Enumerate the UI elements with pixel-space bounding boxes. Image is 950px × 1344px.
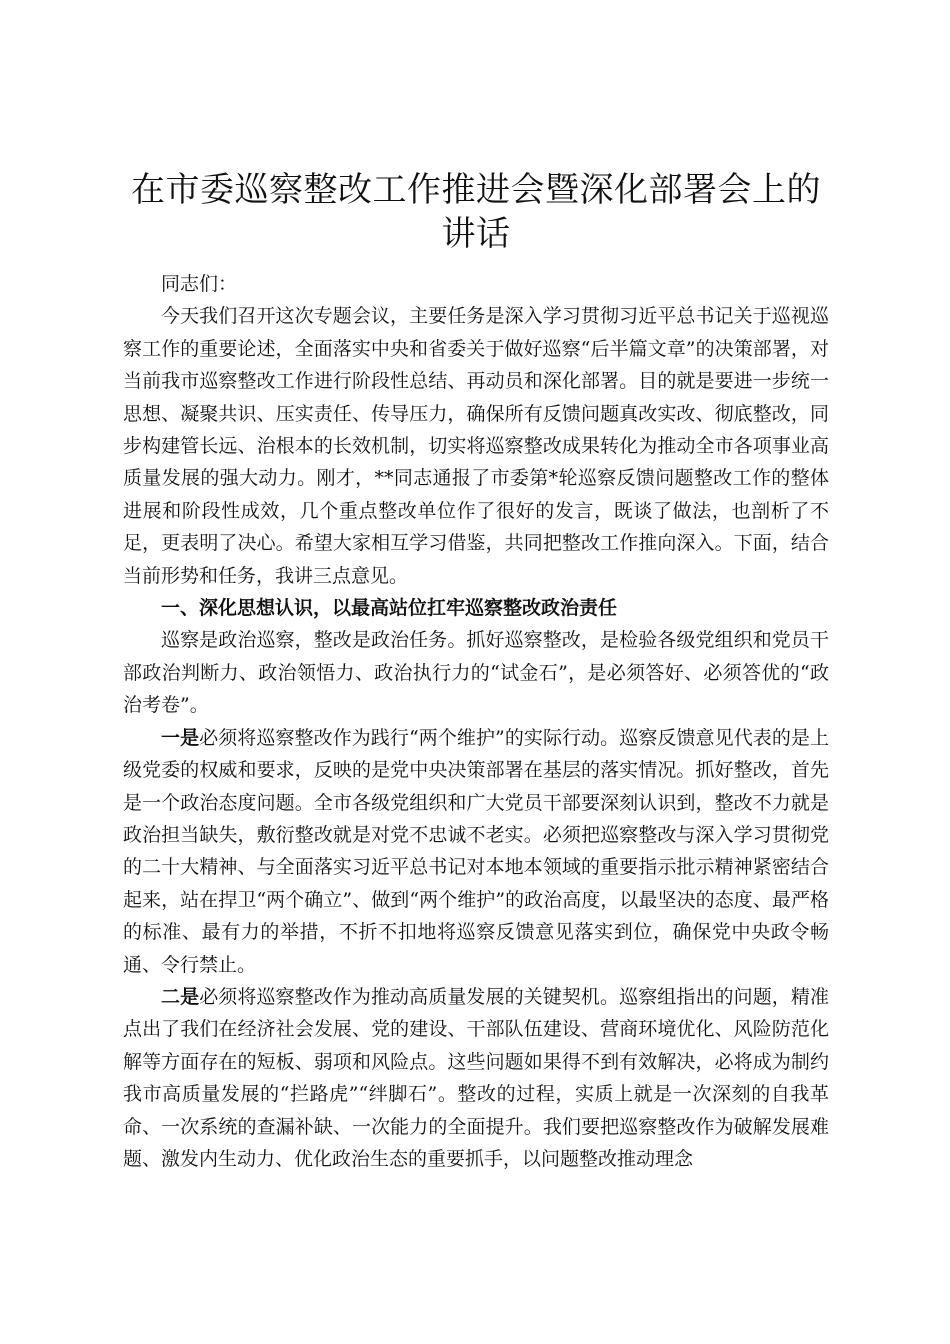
point-1-text: 必须将巡察整改作为践行“两个维护”的实际行动。巡察反馈意见代表的是上级党委的权威和要求，反映的是党中央决策部署在基层的落实情况。抓好整改，首先是一个政治态度问题。全市各级党组织和广大党员干部要深刻认识到，整改不力就是政治担当缺失，敷衍整改就是对党不忠诚不老实。必须把巡察整改与深入学习贯彻党的二十大精神、与全面落实习近平总书记对本地本领域的重要指示批示精神紧密结合起来，站在捍卫“两个确立”、做到“两个维护”的政治高度，以最坚决的态度、最严格的标准、最有力的举措，不折不扣地将巡察反馈意见落实到位，确保党中央政令畅通、令行禁止。	[123, 726, 829, 976]
section-heading-1: 一、深化思想认识，以最高站位扛牢巡察整改政治责任	[161, 597, 618, 620]
point-2-text: 必须将巡察整改作为推动高质量发展的关键契机。巡察组指出的问题，精准点出了我们在经济社会发展、党的建设、干部队伍建设、营商环境优化、风险防范化解等方面存在的短板、弱项和风险点。这些问题如果得不到有效解决，必将成为制约我市高质量发展的“拦路虎”“绊脚石”。整改的过程，实质上就是一次深刻的自我革命、一次系统的查漏补缺、一次能力的全面提升。我们要把巡察整改作为破解发展难题、激发内生动力、优化政治生态的重要抓手，以问题整改推动理念	[123, 985, 829, 1170]
paragraph-section-1-intro: 巡察是政治巡察，整改是政治任务。抓好巡察整改，是检验各级党组织和党员干部政治判断力、政治领悟力、政治执行力的“试金石”，是必须答好、必须答优的“政治考卷”。	[123, 629, 829, 717]
salutation: 同志们：	[161, 273, 238, 295]
document-content	[123, 168, 829, 1175]
document-title: 在市委巡察整改工作推进会暨深化部署会上的讲话	[131, 170, 821, 254]
point-2-lead: 二是	[161, 985, 200, 1008]
point-1-lead: 一是	[161, 726, 200, 749]
paragraph-point-1	[123, 722, 829, 981]
document-body	[123, 268, 829, 1175]
paragraph-point-2	[123, 981, 829, 1175]
paragraph-intro: 今天我们召开这次专题会议，主要任务是深入学习贯彻习近平总书记关于巡视巡察工作的重要论述，全面落实中央和省委关于做好巡察“后半篇文章”的决策部署，对当前我市巡察整改工作进行阶段性总结、再动员和深化部署。目的就是要进一步统一思想、凝聚共识、压实责任、传导压力，确保所有反馈问题真改实改、彻底整改，同步构建管长远、治根本的长效机制，切实将巡察整改成果转化为推动全市各项事业高质量发展的强大动力。刚才，**同志通报了市委第*轮巡察反馈问题整改工作的整体进展和阶段性成效，几个重点整改单位作了很好的发言，既谈了做法，也剖析了不足，更表明了决心。希望大家相互学习借鉴，共同把整改工作推向深入。下面，结合当前形势和任务，我讲三点意见。	[123, 305, 829, 587]
